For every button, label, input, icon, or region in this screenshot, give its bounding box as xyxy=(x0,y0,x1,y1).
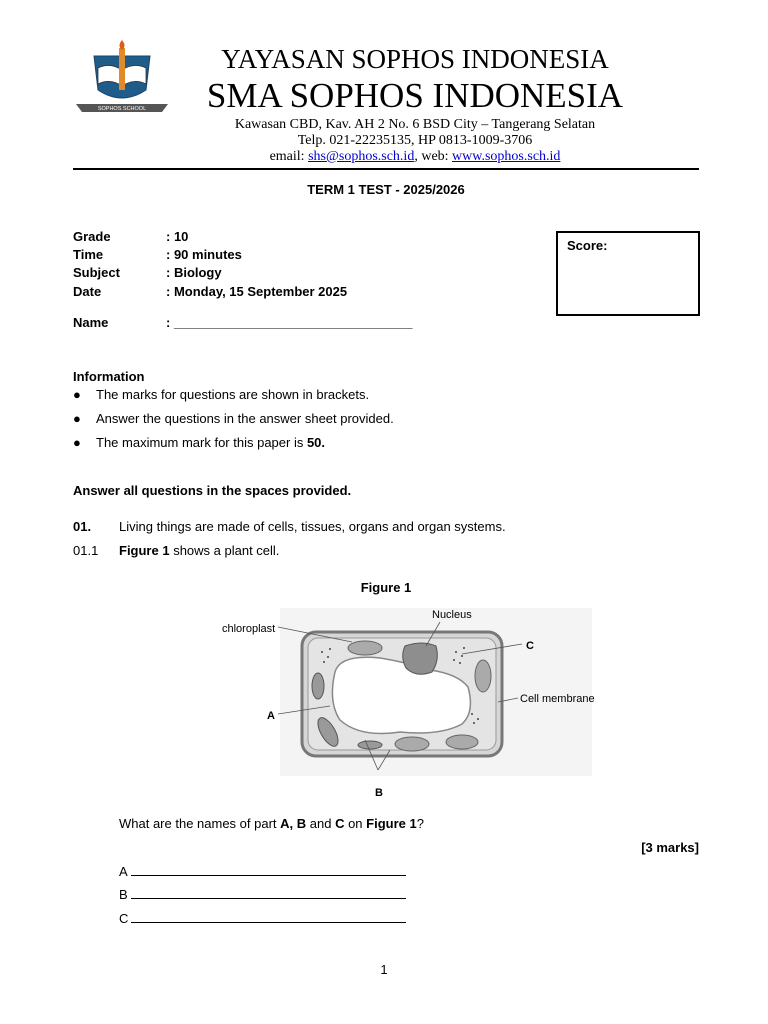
label-c: C xyxy=(526,640,534,652)
name-field[interactable]: : _________________________________ xyxy=(166,315,413,330)
chloroplast xyxy=(475,660,491,692)
bullet-icon: ● xyxy=(73,435,81,450)
date-label: Date xyxy=(73,284,102,299)
information-heading: Information xyxy=(73,369,145,384)
prompt-part: and xyxy=(306,816,336,831)
chloroplast xyxy=(348,641,382,655)
school-name: SMA SOPHOS INDONESIA xyxy=(206,76,624,115)
label-cell-membrane: Cell membrane xyxy=(520,693,595,705)
figure-title: Figure 1 xyxy=(360,580,412,595)
mitochondrion xyxy=(312,673,324,699)
answer-blank-c[interactable] xyxy=(131,910,406,923)
instruction-text: Answer all questions in the spaces provided. xyxy=(73,483,352,498)
label-chloroplast: chloroplast xyxy=(222,623,276,635)
question-number: 01. xyxy=(73,519,92,534)
date-value: : Monday, 15 September 2025 xyxy=(166,284,348,299)
email-prefix: email: xyxy=(269,149,309,164)
prompt-part-bold: A, B xyxy=(280,816,307,831)
score-box xyxy=(556,231,700,316)
name-label: Name xyxy=(73,315,109,330)
school-address: Kawasan CBD, Kav. AH 2 No. 6 BSD City – Tangerang Selatan xyxy=(234,117,596,132)
web-link[interactable]: www.sophos.sch.id xyxy=(452,149,561,164)
score-label: Score: xyxy=(567,238,608,253)
label-b: B xyxy=(375,787,383,799)
school-phone: Telp. 021-22235135, HP 0813-1009-3706 xyxy=(297,133,533,148)
bullet-icon: ● xyxy=(73,411,81,426)
chloroplast xyxy=(446,735,478,749)
answer-label-c: C xyxy=(119,911,129,926)
info-item-1: The marks for questions are shown in brackets. xyxy=(96,387,370,402)
email-link[interactable]: shs@sophos.sch.id xyxy=(308,149,415,164)
bullet-icon: ● xyxy=(73,387,81,402)
answer-line-b[interactable] xyxy=(119,886,406,902)
grade-label: Grade xyxy=(73,229,111,244)
school-logo xyxy=(72,38,172,118)
answer-line-a[interactable] xyxy=(119,863,406,879)
school-contact xyxy=(190,148,640,165)
prompt-part: ? xyxy=(416,816,424,831)
prompt-part-bold: Figure 1 xyxy=(366,816,417,831)
answer-line-c[interactable] xyxy=(119,910,406,926)
test-title: TERM 1 TEST - 2025/2026 xyxy=(307,182,465,197)
mitochondrion-b xyxy=(358,741,382,749)
subquestion-text xyxy=(119,543,279,558)
answer-blank-a[interactable] xyxy=(131,863,406,876)
info-item-3 xyxy=(96,435,325,450)
subquestion-body: shows a plant cell. xyxy=(169,543,280,558)
label-a: A xyxy=(267,710,275,722)
info-item-2: Answer the questions in the answer sheet provided. xyxy=(96,411,394,426)
header-divider xyxy=(73,168,699,170)
subject-label: Subject xyxy=(73,265,120,280)
info-item-3-value: 50. xyxy=(306,435,326,450)
label-nucleus: Nucleus xyxy=(432,609,472,621)
time-value: : 90 minutes xyxy=(166,247,242,262)
prompt-part: What are the names of part xyxy=(119,816,281,831)
prompt-part: on xyxy=(344,816,367,831)
subject-value: : Biology xyxy=(166,265,222,280)
figure-ref: Figure 1 xyxy=(119,543,170,558)
info-item-3-text: The maximum mark for this paper is xyxy=(96,435,307,450)
subquestion-number: 01.1 xyxy=(73,543,99,558)
nucleus xyxy=(403,643,438,674)
org-name: YAYASAN SOPHOS INDONESIA xyxy=(221,44,609,74)
grade-value: : 10 xyxy=(166,229,189,244)
chloroplast xyxy=(395,737,429,751)
page-number: 1 xyxy=(380,962,388,977)
answer-label-a: A xyxy=(119,864,128,879)
marks-label: [3 marks] xyxy=(641,840,699,855)
plant-cell-figure xyxy=(200,602,600,802)
time-label: Time xyxy=(73,247,104,262)
question-text: Living things are made of cells, tissues, organs and organ systems. xyxy=(119,519,506,534)
web-prefix: , web: xyxy=(414,149,453,164)
prompt-text xyxy=(119,816,424,831)
answer-label-b: B xyxy=(119,887,128,902)
prompt-part-bold: C xyxy=(335,816,345,831)
answer-blank-b[interactable] xyxy=(131,886,406,899)
logo-text: SOPHOS SCHOOL xyxy=(97,106,147,112)
